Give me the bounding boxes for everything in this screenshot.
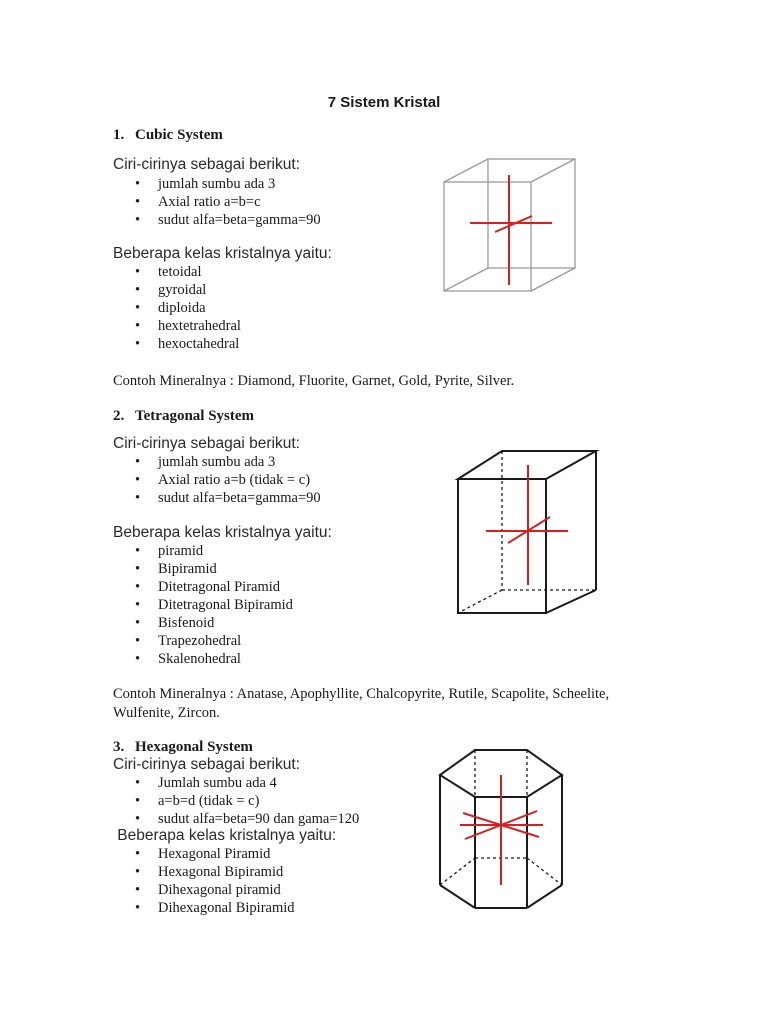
list-item: • Trapezohedral xyxy=(135,632,293,650)
list-item: • gyroidal xyxy=(135,281,241,299)
list-item: • hexoctahedral xyxy=(135,335,241,353)
list-item: • Dihexagonal Bipiramid xyxy=(135,899,295,917)
list-item: • Skalenohedral xyxy=(135,650,293,668)
examples-cubic: Contoh Mineralnya : Diamond, Fluorite, Garnet, Gold, Pyrite, Silver. xyxy=(113,373,515,389)
list-item: • a=b=d (tidak = c) xyxy=(135,792,359,810)
section-heading-hexagonal xyxy=(113,739,253,756)
page-title: 7 Sistem Kristal xyxy=(327,94,441,111)
list-item: • jumlah sumbu ada 3 xyxy=(135,175,321,193)
cubic-crystal-diagram xyxy=(440,155,580,295)
section-title: Cubic System xyxy=(135,127,223,143)
list-item: • diploida xyxy=(135,299,241,317)
crystal-axes xyxy=(486,465,568,585)
classes-intro: Beberapa kelas kristalnya yaitu: xyxy=(113,245,332,262)
classes-intro: Beberapa kelas kristalnya yaitu: xyxy=(113,827,337,844)
section-title: Tetragonal System xyxy=(135,408,255,424)
section-title: Hexagonal System xyxy=(135,739,253,755)
list-item: • Ditetragonal Piramid xyxy=(135,578,293,596)
features-intro: Ciri-cirinya sebagai berikut: xyxy=(113,435,300,452)
crystal-axes xyxy=(460,775,543,885)
list-item: • Axial ratio a=b=c xyxy=(135,193,321,211)
section-number: 1. xyxy=(113,127,125,143)
classes-intro: Beberapa kelas kristalnya yaitu: xyxy=(113,524,332,541)
list-item: • sudut alfa=beta=90 dan gama=120 xyxy=(135,810,359,828)
list-item: • Hexagonal Piramid xyxy=(135,845,295,863)
section-number: 3. xyxy=(113,739,125,755)
section-heading-cubic xyxy=(113,127,223,144)
list-item: • piramid xyxy=(135,542,293,560)
examples-tetragonal xyxy=(113,685,609,723)
list-item: • Dihexagonal piramid xyxy=(135,881,295,899)
features-list-hexagonal xyxy=(135,774,359,828)
examples-line: Contoh Mineralnya : Anatase, Apophyllite, Chalcopyrite, Rutile, Scapolite, Scheelite, xyxy=(113,686,610,702)
hexagonal-crystal-diagram xyxy=(435,745,570,915)
list-item: • tetoidal xyxy=(135,263,241,281)
features-list-tetragonal xyxy=(135,453,321,507)
tetragonal-crystal-diagram xyxy=(450,445,610,620)
features-intro: Ciri-cirinya sebagai berikut: xyxy=(113,756,300,773)
section-number: 2. xyxy=(113,408,125,424)
examples-line: Wulfenite, Zircon. xyxy=(113,705,220,721)
list-item: • sudut alfa=beta=gamma=90 xyxy=(135,211,321,229)
classes-list-tetragonal xyxy=(135,542,293,668)
list-item: • Bipiramid xyxy=(135,560,293,578)
list-item: • hextetrahedral xyxy=(135,317,241,335)
list-item: • Hexagonal Bipiramid xyxy=(135,863,295,881)
list-item: • Axial ratio a=b (tidak = c) xyxy=(135,471,321,489)
list-item: • Ditetragonal Bipiramid xyxy=(135,596,293,614)
list-item: • Jumlah sumbu ada 4 xyxy=(135,774,359,792)
list-item: • Bisfenoid xyxy=(135,614,293,632)
list-item: • jumlah sumbu ada 3 xyxy=(135,453,321,471)
section-heading-tetragonal xyxy=(113,408,254,425)
features-intro: Ciri-cirinya sebagai berikut: xyxy=(113,156,300,173)
list-item: • sudut alfa=beta=gamma=90 xyxy=(135,489,321,507)
classes-list-cubic xyxy=(135,263,241,353)
features-list-cubic xyxy=(135,175,321,229)
classes-list-hexagonal xyxy=(135,845,295,917)
